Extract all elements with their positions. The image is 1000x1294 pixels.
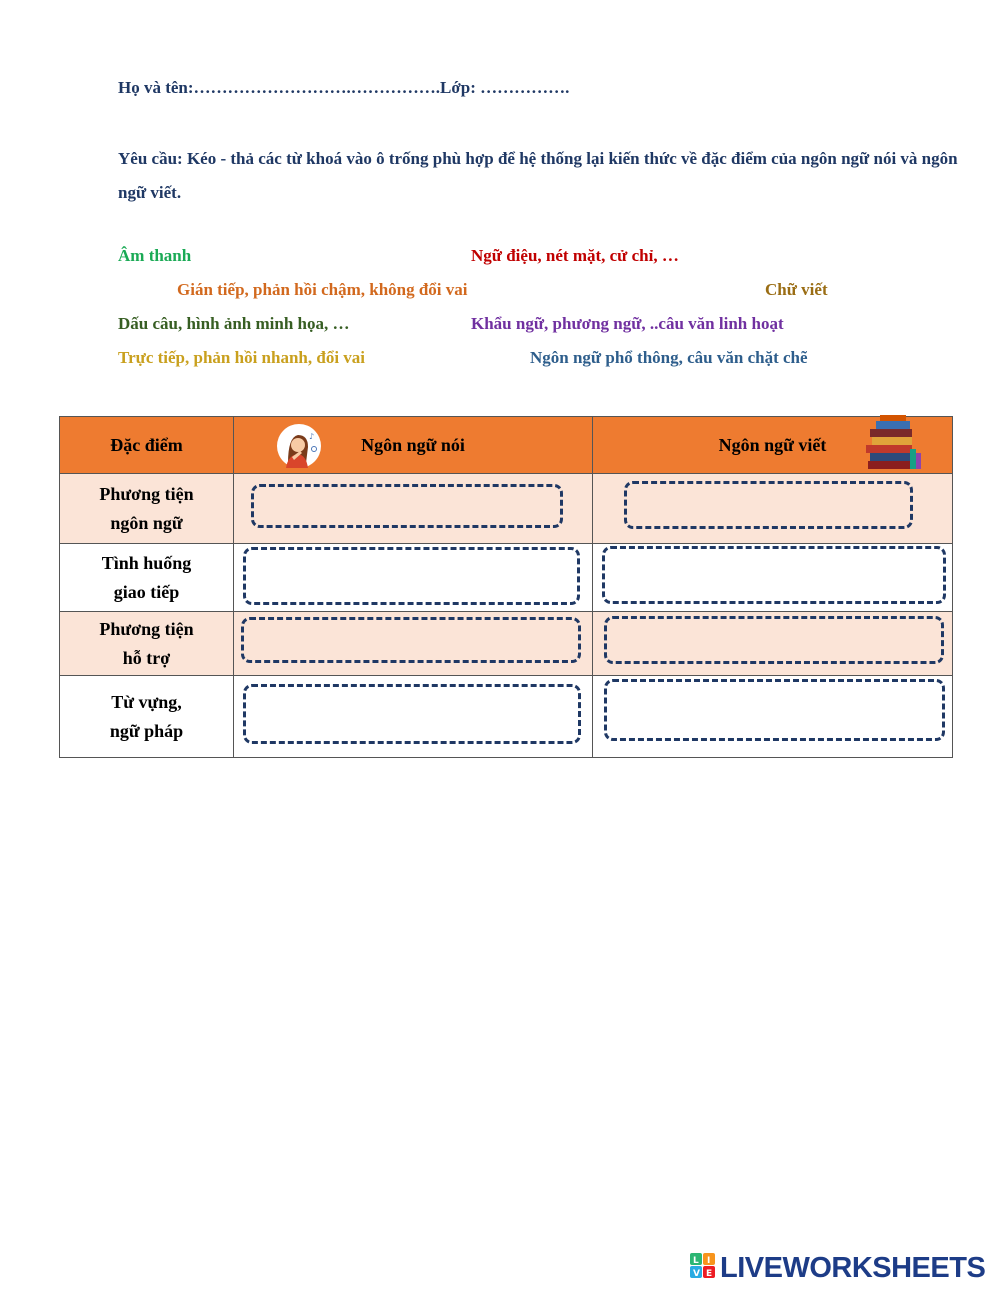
liveworksheets-logo — [690, 1252, 985, 1285]
cell-noi-ho-tro — [234, 612, 593, 676]
cell-noi-tinh-huong — [234, 544, 593, 612]
svg-text:I: I — [707, 1256, 711, 1266]
header-ngon-ngu-noi-label: Ngôn ngữ nói — [361, 434, 465, 455]
drop-box-noi-ho-tro[interactable] — [241, 617, 581, 663]
cell-viet-ho-tro — [593, 612, 953, 676]
girl-speaking-icon — [276, 423, 322, 474]
cell-viet-tinh-huong — [593, 544, 953, 612]
svg-text:E: E — [706, 1269, 713, 1279]
keyword-am-thanh[interactable]: Âm thanh — [118, 246, 192, 265]
row-label-phuong-tien-ngon-ngu: Phương tiện ngôn ngữ — [60, 474, 234, 544]
drop-box-noi-tu-vung[interactable] — [243, 684, 581, 744]
keyword-khau-ngu[interactable]: Khẩu ngữ, phương ngữ, ..câu văn linh hoạt — [471, 314, 784, 333]
keyword-gian-tiep[interactable]: Gián tiếp, phản hồi chậm, không đổi vai — [177, 280, 468, 299]
keyword-truc-tiep[interactable]: Trực tiếp, phản hồi nhanh, đổi vai — [118, 348, 366, 367]
row-label-tu-vung-ngu-phap: Từ vựng, ngữ pháp — [60, 676, 234, 758]
cell-viet-phuong-tien — [593, 474, 953, 544]
row-label-phuong-tien-ho-tro: Phương tiện hỗ trợ — [60, 612, 234, 676]
cell-viet-tu-vung — [593, 676, 953, 758]
svg-text:V: V — [693, 1269, 700, 1279]
header-ngon-ngu-viet — [593, 417, 953, 474]
requirement-text: Yêu cầu: Kéo - thả các từ khoá vào ô trống phù hợp để hệ thống lại kiến thức về đặc điểm của ngôn ngữ nói và ngôn ngữ viết. — [118, 149, 958, 202]
live-badge-icon — [690, 1253, 716, 1284]
drop-box-viet-phuong-tien[interactable] — [624, 481, 913, 529]
cell-noi-tu-vung — [234, 676, 593, 758]
svg-text:♪: ♪ — [309, 432, 315, 441]
header-dac-diem-label: Đặc điểm — [110, 434, 183, 455]
header-dac-diem — [60, 417, 234, 474]
header-ngon-ngu-viet-label: Ngôn ngữ viết — [718, 434, 827, 455]
books-stack-icon — [862, 413, 924, 478]
drop-box-noi-tinh-huong[interactable] — [243, 547, 580, 605]
keyword-ngu-dieu[interactable]: Ngữ điệu, nét mặt, cử chỉ, … — [471, 246, 679, 265]
keyword-dau-cau[interactable]: Dấu câu, hình ảnh minh họa, … — [118, 314, 350, 333]
row-label-tinh-huong-giao-tiep: Tình huống giao tiếp — [60, 544, 234, 612]
header-ngon-ngu-noi — [234, 417, 593, 474]
drop-box-viet-tinh-huong[interactable] — [602, 546, 946, 604]
drop-box-viet-ho-tro[interactable] — [604, 616, 944, 664]
drop-box-noi-phuong-tien[interactable] — [251, 484, 563, 528]
cell-noi-phuong-tien — [234, 474, 593, 544]
name-class-line: Họ và tên:……………………….…………….Lớp: ……………. — [118, 78, 570, 97]
comparison-table — [59, 416, 953, 758]
drop-box-viet-tu-vung[interactable] — [604, 679, 945, 741]
logo-text: LIVEWORKSHEETS — [720, 1252, 986, 1284]
keyword-chu-viet[interactable]: Chữ viết — [765, 280, 828, 299]
svg-text:L: L — [693, 1256, 699, 1266]
keyword-ngon-ngu-pho-thong[interactable]: Ngôn ngữ phổ thông, câu văn chặt chẽ — [530, 348, 808, 367]
